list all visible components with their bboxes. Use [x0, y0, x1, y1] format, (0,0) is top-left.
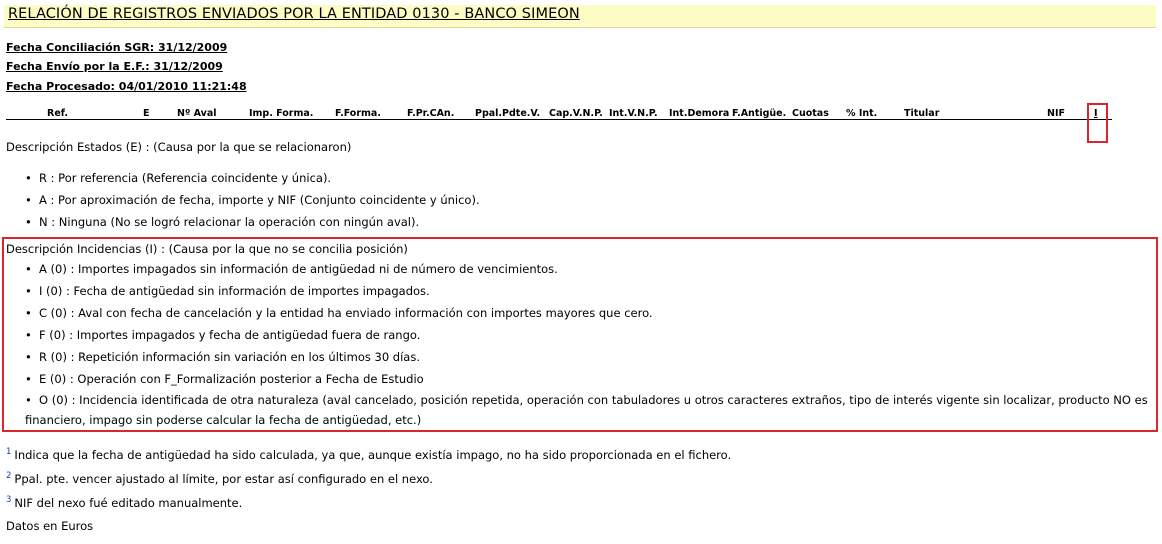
col-f-forma[interactable]: F.Forma.	[335, 108, 381, 119]
header-rule	[6, 119, 1112, 120]
col-f-pr-can[interactable]: F.Pr.CAn.	[407, 108, 455, 119]
page-title: RELACIÓN DE REGISTROS ENVIADOS POR LA ENTIDAD 0130 - BANCO SIMEON	[8, 6, 580, 22]
col-cuotas[interactable]: Cuotas	[792, 108, 829, 119]
fecha-conciliacion: Fecha Conciliación SGR: 31/12/2009	[6, 41, 228, 54]
col-int-vnp[interactable]: Int.V.N.P.	[609, 108, 658, 119]
note-3: $^3$ NIF del nexo fué editado manualmente.	[6, 495, 243, 510]
col-e[interactable]: E	[143, 108, 150, 119]
col-titular[interactable]: Titular	[904, 108, 940, 119]
col-nif[interactable]: NIF	[1047, 108, 1065, 119]
fecha-envio: Fecha Envío por la E.F.: 31/12/2009	[6, 60, 223, 73]
incidencia-item: • E (0) : Operación con F_Formalización posterior a Fecha de Estudio	[39, 372, 424, 386]
col-ref[interactable]: Ref.	[47, 108, 68, 119]
footer-datos-euros: Datos en Euros	[6, 519, 94, 533]
estados-heading: Descripción Estados (E) : (Causa por la que se relacionaron)	[6, 140, 352, 154]
incidencia-item: • C (0) : Aval con fecha de cancelación y la entidad ha enviado información con importes mayores que cero.	[39, 306, 653, 320]
note-2: $^2$ Ppal. pte. vencer ajustado al límite, por estar así configurado en el nexo.	[6, 471, 433, 486]
col-ppal-pdte-v[interactable]: Ppal.Pdte.V.	[475, 108, 541, 119]
col-imp-forma[interactable]: Imp. Forma.	[249, 108, 314, 119]
estado-item: • N : Ninguna (No se logró relacionar la operación con ningún aval).	[39, 215, 419, 229]
incidencia-item: • F (0) : Importes impagados y fecha de antigüedad fuera de rango.	[39, 328, 420, 342]
incidencia-item-o: • O (0) : Incidencia identificada de otra naturaleza (aval cancelado, posición repetida, operación con tabuladores u otros caracteres extraños, tipo de interés vigente sin localizar, producto NO es financiero, impago sin poderse calcular la fecha de antigüedad, etc.)	[25, 393, 1148, 427]
col-pct-int[interactable]: % Int.	[846, 108, 878, 119]
highlight-i-column	[1087, 103, 1108, 143]
title-bar	[4, 5, 1156, 28]
col-f-antigue[interactable]: F.Antigüe.	[732, 108, 787, 119]
fecha-procesado: Fecha Procesado: 04/01/2010 11:21:48	[6, 80, 247, 93]
col-cap-vnp[interactable]: Cap.V.N.P.	[549, 108, 603, 119]
incidencia-item: • I (0) : Fecha de antigüedad sin información de importes impagados.	[39, 284, 430, 298]
estado-item: • A : Por aproximación de fecha, importe y NIF (Conjunto coincidente y único).	[39, 193, 480, 207]
incidencias-heading: Descripción Incidencias (I) : (Causa por la que no se concilia posición)	[6, 242, 408, 256]
col-int-demora[interactable]: Int.Demora	[669, 108, 730, 119]
estado-item: • R : Por referencia (Referencia coincidente y única).	[39, 171, 331, 185]
col-i[interactable]: I	[1094, 108, 1098, 119]
incidencia-item: • A (0) : Importes impagados sin información de antigüedad ni de número de vencimientos.	[39, 262, 558, 276]
incidencia-item: • R (0) : Repetición información sin variación en los últimos 30 días.	[39, 350, 420, 364]
col-num-aval[interactable]: Nº Aval	[177, 108, 217, 119]
note-1: $^1$ Indica que la fecha de antigüedad ha sido calculada, ya que, aunque existía impago, no ha sido proporcionada en el fichero.	[6, 447, 732, 462]
